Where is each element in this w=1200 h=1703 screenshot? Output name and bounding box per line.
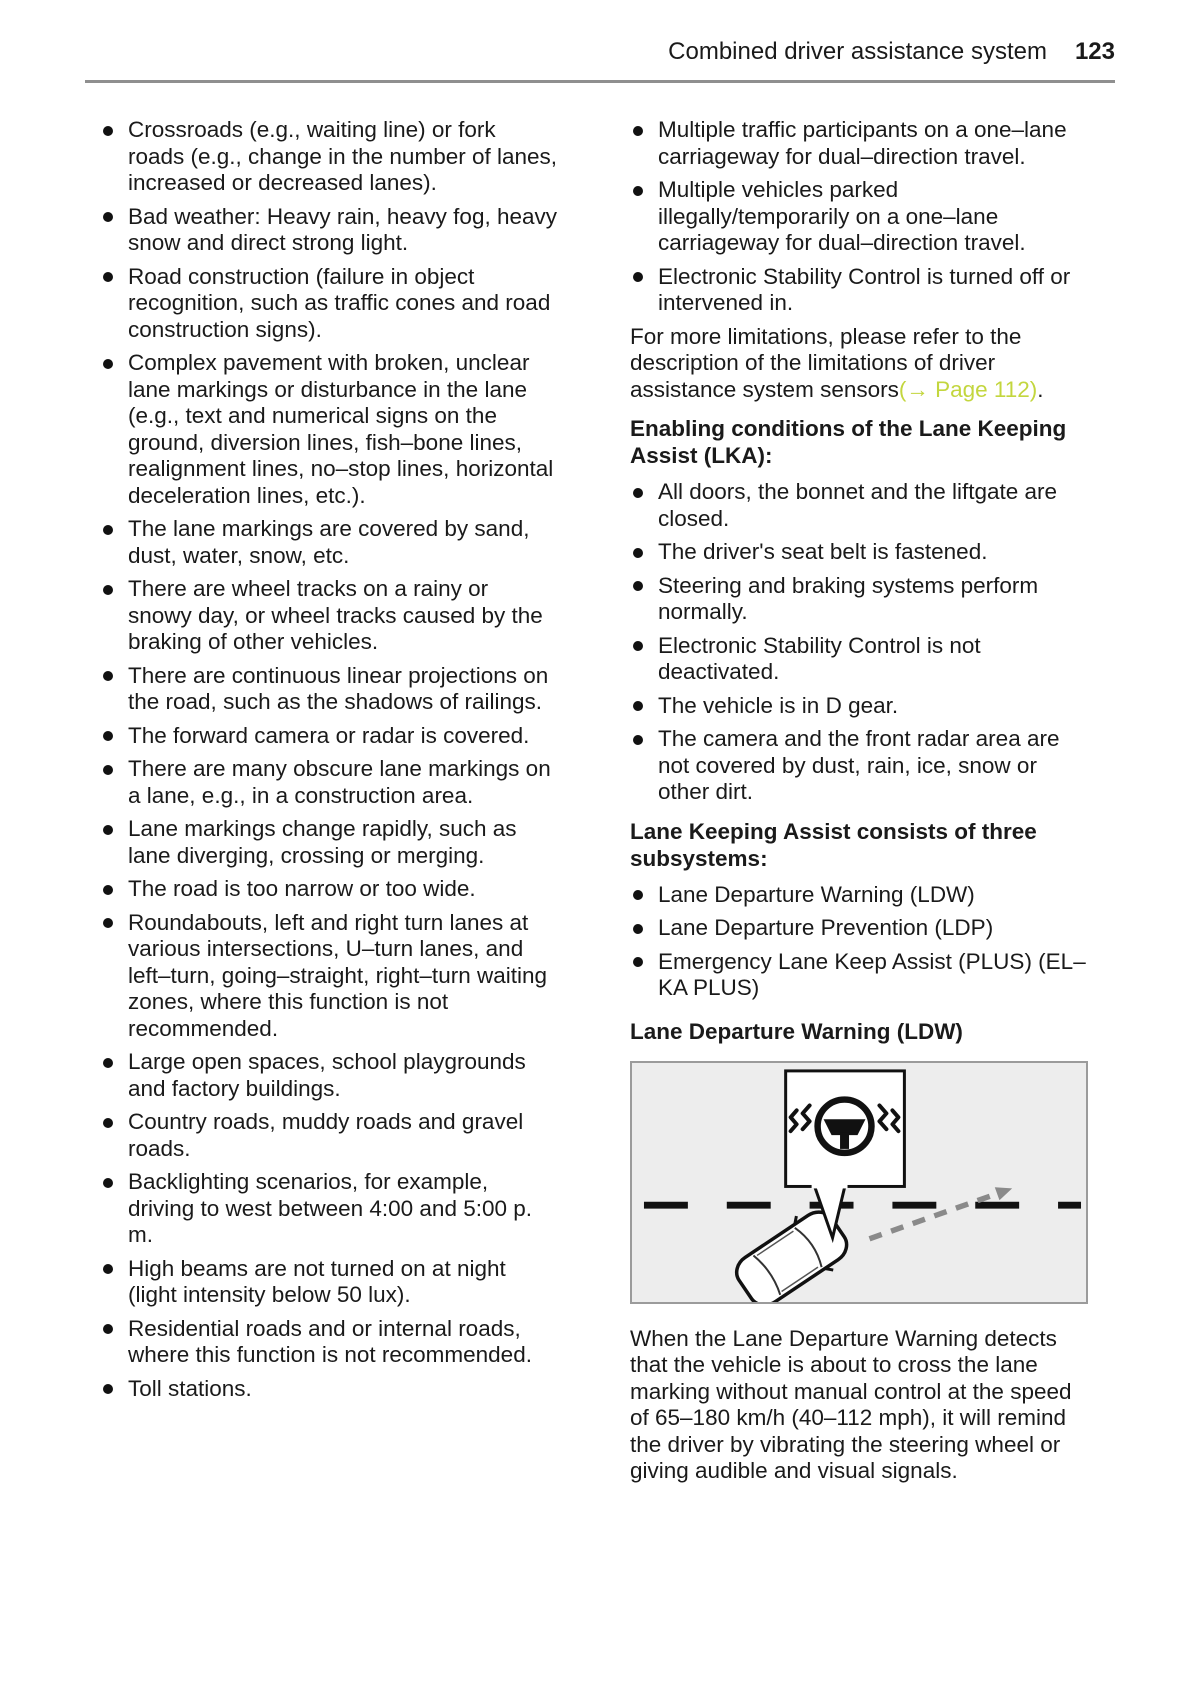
list-item: Steering and braking systems perform normally. — [630, 573, 1088, 626]
limitations-list-right — [630, 117, 1088, 317]
page-header — [85, 38, 1115, 66]
paragraph-text: For more limitations, please refer to the description of the limitations of driver assistance system sensors — [630, 323, 1022, 402]
list-item: Complex pavement with broken, unclear lane markings or disturbance in the lane (e.g., text and numerical signs on the ground, diversion lines, fish–bone lines, realignment lines, no–stop lines, horizontal deceleration lines, etc.). — [100, 350, 558, 509]
list-item: Crossroads (e.g., waiting line) or fork roads (e.g., change in the number of lanes, increased or decreased lanes). — [100, 117, 558, 197]
list-item: Road construction (failure in object recognition, such as traffic cones and road construction signs). — [100, 264, 558, 344]
list-item: Residential roads and or internal roads, where this function is not recommended. — [100, 1316, 558, 1369]
list-item: The camera and the front radar area are not covered by dust, rain, ice, snow or other dirt. — [630, 726, 1088, 806]
list-item: Multiple traffic participants on a one–lane carriageway for dual–direction travel. — [630, 117, 1088, 170]
list-item: The road is too narrow or too wide. — [100, 876, 558, 903]
list-item: Electronic Stability Control is not deactivated. — [630, 633, 1088, 686]
heading-enabling-conditions: Enabling conditions of the Lane Keeping Assist (LKA): — [630, 416, 1067, 468]
heading-subsystems: Lane Keeping Assist consists of three subsystems: — [630, 818, 1037, 871]
list-item: There are wheel tracks on a rainy or snowy day, or wheel tracks caused by the braking of other vehicles. — [100, 576, 558, 656]
list-item: Lane markings change rapidly, such as lane diverging, crossing or merging. — [100, 816, 558, 869]
paragraph-text: . — [1037, 376, 1044, 402]
page-number: 123 — [1074, 38, 1115, 65]
list-item: Large open spaces, school playgrounds and factory buildings. — [100, 1049, 558, 1102]
limitations-list-left — [100, 117, 558, 1402]
list-item: Backlighting scenarios, for example, driving to west between 4:00 and 5:00 p. m. — [100, 1169, 558, 1249]
list-item: Multiple vehicles parked illegally/temporarily on a one–lane carriageway for dual–direction travel. — [630, 177, 1088, 257]
list-item: The vehicle is in D gear. — [630, 693, 1088, 720]
list-item: The driver's seat belt is fastened. — [630, 539, 1088, 566]
more-limitations-paragraph — [630, 324, 1088, 404]
list-item: Toll stations. — [100, 1376, 558, 1403]
chapter-title: Combined driver assistance system — [668, 38, 1047, 65]
heading-lane-departure-warning: Lane Departure Warning (LDW) — [630, 1018, 963, 1044]
page-112-cross-reference-link[interactable]: (→ Page 112) — [898, 376, 1038, 402]
list-item: Lane Departure Warning (LDW) — [630, 882, 1088, 909]
list-item: All doors, the bonnet and the liftgate are closed. — [630, 479, 1088, 532]
list-item: Roundabouts, left and right turn lanes at various intersections, U–turn lanes, and left–turn, going–straight, right–turn waiting zones, where this function is not recommended. — [100, 910, 558, 1043]
list-item: There are continuous linear projections on the road, such as the shadows of railings. — [100, 663, 558, 716]
two-column-body — [0, 83, 1200, 1493]
left-column — [100, 117, 558, 1493]
lane-departure-warning-diagram — [630, 1061, 1088, 1304]
subsystems-list — [630, 882, 1088, 1002]
list-item: The lane markings are covered by sand, dust, water, snow, etc. — [100, 516, 558, 569]
list-item: There are many obscure lane markings on a lane, e.g., in a construction area. — [100, 756, 558, 809]
list-item: High beams are not turned on at night (light intensity below 50 lux). — [100, 1256, 558, 1309]
ldw-diagram-svg — [632, 1063, 1086, 1302]
list-item: The forward camera or radar is covered. — [100, 723, 558, 750]
enabling-conditions-list — [630, 479, 1088, 806]
list-item: Electronic Stability Control is turned off or intervened in. — [630, 264, 1088, 317]
ldw-description-paragraph: When the Lane Departure Warning detects that the vehicle is about to cross the lane marking without manual control at the speed of 65–180 km/h (40–112 mph), it will remind the driver by vibrating the steering wheel or giving audible and visual signals. — [630, 1325, 1072, 1483]
list-item: Emergency Lane Keep Assist (PLUS) (EL–KA PLUS) — [630, 949, 1088, 1002]
list-item: Country roads, muddy roads and gravel roads. — [100, 1109, 558, 1162]
right-column — [630, 117, 1088, 1493]
list-item: Lane Departure Prevention (LDP) — [630, 915, 1088, 942]
trajectory-arrow — [869, 1181, 1014, 1238]
list-item: Bad weather: Heavy rain, heavy fog, heavy snow and direct strong light. — [100, 204, 558, 257]
